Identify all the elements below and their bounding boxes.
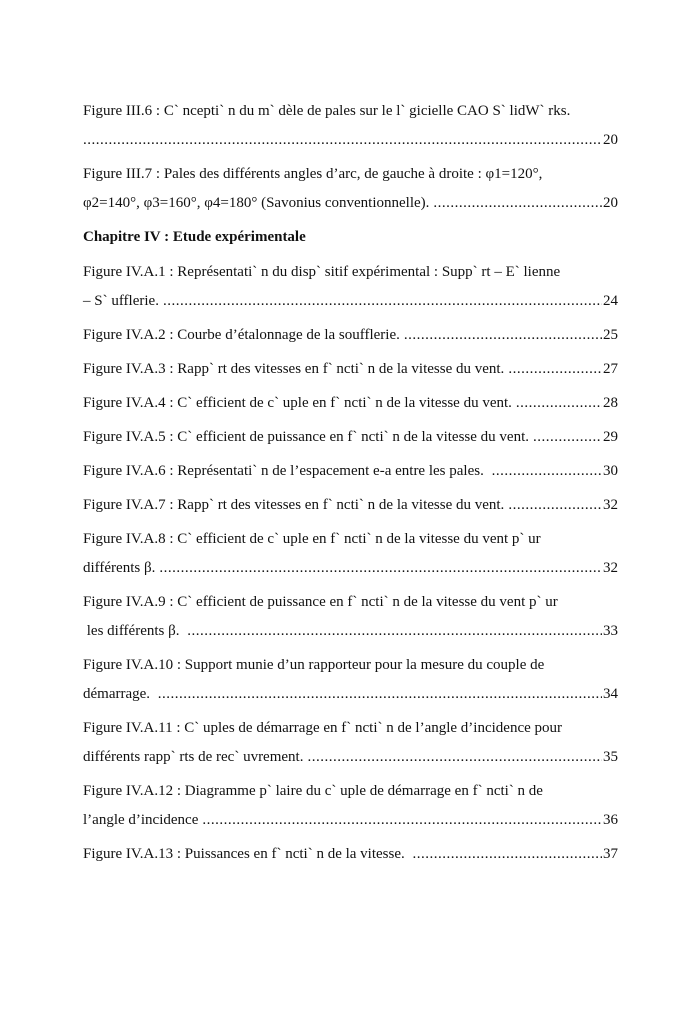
toc-entry-line	[83, 743, 618, 772]
toc-entry[interactable]	[83, 160, 618, 218]
page-number: 20	[603, 132, 618, 148]
dot-leader	[187, 617, 602, 646]
toc-entry-line	[83, 423, 618, 452]
page-number: 32	[603, 560, 618, 576]
toc-entry-line	[83, 806, 618, 835]
page-number: 30	[603, 463, 618, 479]
toc-entry-line	[83, 258, 618, 287]
toc-entry-text: différents rapp` rts de rec` uvrement.	[83, 749, 304, 765]
dot-leader	[492, 457, 602, 486]
toc-entry[interactable]	[83, 840, 618, 869]
dot-leader	[163, 287, 602, 316]
page-number: 29	[603, 429, 618, 445]
toc-entry-line	[83, 777, 618, 806]
toc-entry-line	[83, 525, 618, 554]
toc-entry-line	[83, 126, 618, 155]
dot-leader	[533, 423, 602, 452]
page-number: 37	[603, 846, 618, 862]
page-number: 36	[603, 812, 618, 828]
toc-entry[interactable]	[83, 423, 618, 452]
toc-entry[interactable]	[83, 651, 618, 709]
toc-entry-text: Figure IV.A.13 : Puissances en f` ncti` n de la vitesse.	[83, 846, 409, 862]
page-number: 20	[603, 195, 618, 211]
toc-entry-text: Figure IV.A.11 : C` uples de démarrage en f` ncti` n de l’angle d’incidence pour	[83, 720, 563, 736]
dot-leader	[307, 743, 602, 772]
dot-leader	[83, 126, 602, 155]
toc-entry-text: Figure IV.A.6 : Représentati` n de l’espacement e-a entre les pales.	[83, 463, 488, 479]
toc-entry-text: Figure IV.A.2 : Courbe d’étalonnage de la soufflerie.	[83, 327, 400, 343]
page-number: 28	[603, 395, 618, 411]
toc-entry-text: Figure IV.A.4 : C` efficient de c` uple en f` ncti` n de la vitesse du vent.	[83, 395, 512, 411]
toc-entry-line	[83, 554, 618, 583]
toc-entry[interactable]	[83, 457, 618, 486]
toc-entry-line	[83, 680, 618, 709]
toc-entry-text: les différents β.	[83, 623, 184, 639]
dot-leader	[433, 189, 602, 218]
toc-entry-text: Figure IV.A.7 : Rapp` rt des vitesses en f` ncti` n de la vitesse du vent.	[83, 497, 505, 513]
chapter-heading: Chapitre IV : Etude expérimentale	[83, 229, 306, 245]
toc-entry[interactable]	[83, 777, 618, 835]
toc-entry[interactable]	[83, 525, 618, 583]
page-number: 27	[603, 361, 618, 377]
toc-entry-text: φ2=140°, φ3=160°, φ4=180° (Savonius conventionnelle).	[83, 195, 430, 211]
toc-entry[interactable]	[83, 321, 618, 350]
page-number: 32	[603, 497, 618, 513]
toc-entry-line	[83, 457, 618, 486]
toc-entry-text: Figure IV.A.12 : Diagramme p` laire du c` uple de démarrage en f` ncti` n de	[83, 783, 543, 799]
toc-entry[interactable]	[83, 97, 618, 155]
dot-leader	[413, 840, 603, 869]
toc-entry-text: Figure IV.A.5 : C` efficient de puissance en f` ncti` n de la vitesse du vent.	[83, 429, 529, 445]
toc-entry-text: Figure IV.A.9 : C` efficient de puissance en f` ncti` n de la vitesse du vent p` ur	[83, 594, 558, 610]
toc-entry-line	[83, 588, 618, 617]
toc-entry-line	[83, 491, 618, 520]
toc-entry-line	[83, 389, 618, 418]
page-number: 35	[603, 749, 618, 765]
toc-entry-text: Figure IV.A.10 : Support munie d’un rapporteur pour la mesure du couple de	[83, 657, 545, 673]
toc-entry-text: Figure IV.A.8 : C` efficient de c` uple en f` ncti` n de la vitesse du vent p` ur	[83, 531, 541, 547]
toc-entry-line	[83, 160, 618, 189]
toc-entry-line	[83, 189, 618, 218]
dot-leader	[508, 355, 602, 384]
toc-entry-text: Figure III.7 : Pales des différents angles d’arc, de gauche à droite : φ1=120°,	[83, 166, 543, 182]
page-number: 24	[603, 293, 618, 309]
toc-entry[interactable]	[83, 389, 618, 418]
toc-entry-line	[83, 355, 618, 384]
page-number: 33	[603, 623, 618, 639]
toc-entry-line	[83, 287, 618, 316]
list-of-figures	[83, 97, 618, 874]
toc-entry[interactable]	[83, 355, 618, 384]
dot-leader	[508, 491, 602, 520]
toc-entry-line	[83, 617, 618, 646]
toc-entry-line	[83, 714, 618, 743]
dot-leader	[202, 806, 602, 835]
page-number: 34	[603, 686, 618, 702]
toc-entry[interactable]	[83, 258, 618, 316]
toc-entry[interactable]	[83, 714, 618, 772]
dot-leader	[158, 680, 602, 709]
toc-entry-text: démarrage.	[83, 686, 154, 702]
toc-entry-text: – S` ufflerie.	[83, 293, 159, 309]
toc-entry-text: Figure IV.A.3 : Rapp` rt des vitesses en f` ncti` n de la vitesse du vent.	[83, 361, 505, 377]
toc-entry-text: l’angle d’incidence	[83, 812, 199, 828]
toc-entry-line	[83, 97, 618, 126]
toc-entry-line	[83, 651, 618, 680]
dot-leader	[516, 389, 602, 418]
toc-entry[interactable]	[83, 588, 618, 646]
dot-leader	[404, 321, 602, 350]
toc-entry-text: Figure III.6 : C` ncepti` n du m` dèle de pales sur le l` gicielle CAO S` lidW` rks.	[83, 103, 571, 119]
dot-leader	[159, 554, 602, 583]
toc-entry[interactable]	[83, 491, 618, 520]
toc-entry-text: Figure IV.A.1 : Représentati` n du disp` sitif expérimental : Supp` rt – E` lienne	[83, 264, 561, 280]
toc-entry-line	[83, 321, 618, 350]
toc-entry-text: différents β.	[83, 560, 156, 576]
toc-entry-line	[83, 840, 618, 869]
page-number: 25	[603, 327, 618, 343]
